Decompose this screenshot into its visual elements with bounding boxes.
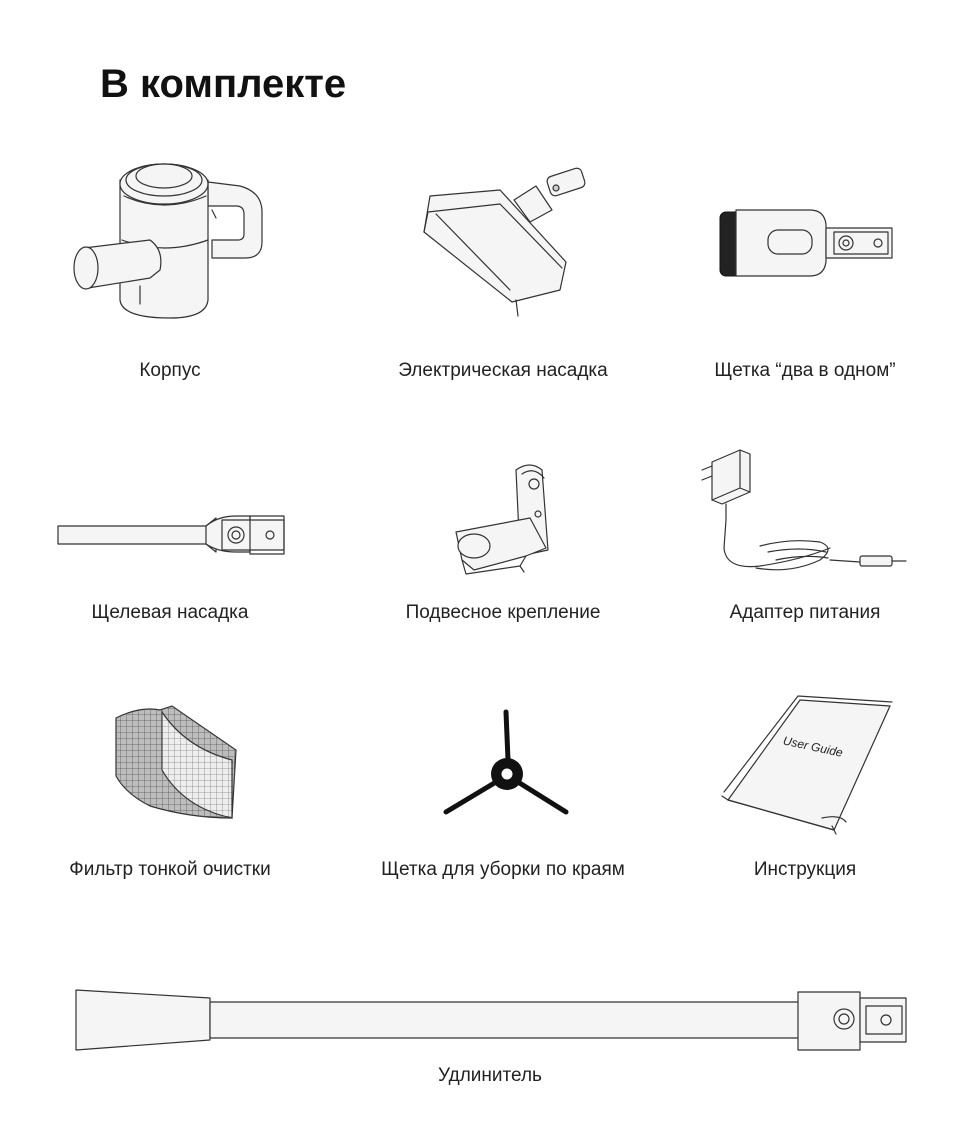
- item-label: Электрическая насадка: [398, 360, 608, 381]
- item-label: Щелевая насадка: [91, 602, 249, 623]
- item-label: Подвесное крепление: [405, 602, 601, 623]
- svg-text:User Guide: User Guide: [781, 733, 845, 760]
- item-label: Щетка “два в одном”: [714, 360, 896, 381]
- item-label: Корпус: [139, 360, 201, 381]
- item-label: Адаптер питания: [729, 602, 881, 623]
- item-label: Удлинитель: [438, 1065, 542, 1086]
- item-label: Инструкция: [753, 859, 857, 880]
- item-label: Фильтр тонкой очистки: [69, 859, 271, 880]
- page-title: В комплекте: [100, 62, 347, 106]
- item-label: Щетка для уборки по краям: [381, 859, 625, 880]
